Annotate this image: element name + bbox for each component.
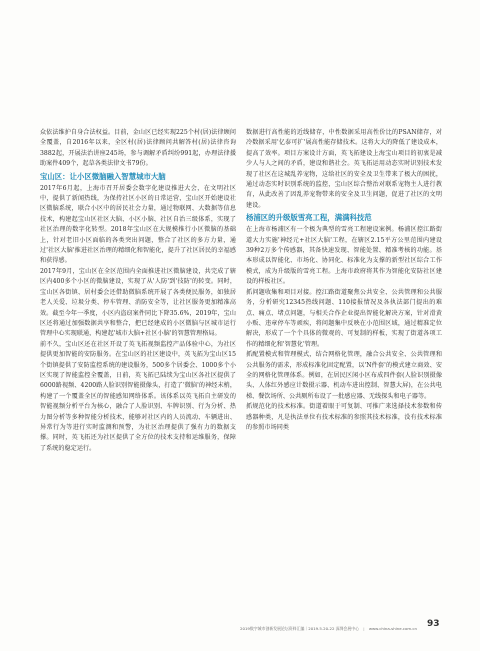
right-paragraph-5: 抓规范化的技术标准。街道着眼于可复制、可推广来选择技术参数和传感器种类，凡是执法单位有技术标准的参照其技术标准，没有技术标准的参照市场同类 (246, 403, 442, 431)
right-paragraph-1: 数据进行高性能的近线储存，中性数据采用高性价比的PSAN储存，对冷数据采用'亿泰可扩'展高性能存储技术。这将大大的降低了建设成本，提高了效率。项目方案设计方面，英飞拓建设上海宝山项目的初衷是减少人与人之间的矛盾，建设和谐社会。英飞拓运用动态实时识别技术发现了社区在这城乱养宠物，这给社区的安全及卫生带来了极大的困扰，通过动态实时识别系统的监控，宝山区综合整治对联系宠物主人进行教育，从此改善了因乱养宠物带来的安全及卫生问题，促进了社区的文明建设。 (246, 129, 442, 209)
footer-website: www.china-shine.com.cn (368, 626, 417, 631)
page-footer (240, 622, 450, 636)
right-paragraph-3: 抓问题收集和项目对接。控江路街道聚焦公共安全、公共管理和公共服务，分析研究12345热线问题、110接报情况及各执法部门提出的难点、痛点、堵点问题，与相关合作企业提出智能化解决方案，针对滑黄小贩、违章停车等顽疾，将问题集中反映在小范围区域，通过精准定位解决，形成了一个个具体的微观的、可复制的样板，实现了街道各项工作的精细化和'智慧化'管理。 (246, 288, 442, 348)
left-paragraph-3: 2017年9月，宝山区在全区范围内全面推进社区微脑建设，共完成了辖区内400多个小区的微脑建设，实现了从'人防'到'技防'的转变。同时，宝山区各街镇、居村委会还借助微脑系统开展了各类便民服务，如独居老人关爱、垃圾分类、停车管理、消防安全等，让社区服务更加精准高效。截至今年一季度，小区内盗窃案件同比下降35.6%，2019年，宝山区还将通过加强数据共享和整合，把已经建成的小区微脑与区城市运行管理中心实现联通，构建起'城市大脑+社区小脑'的智慧管理格局。 (40, 267, 236, 338)
page-number: 93 (427, 619, 440, 629)
section-heading-yangpu: 杨浦区的升级版雪亮工程，满满科技范 (246, 213, 372, 223)
left-paragraph-1: 众依法维护自身合法权益。目前，金山区已经实现225个村(居)法律顾问全覆盖，自2016年以来，全区村(居)法律顾问共解答村(居)法律咨询3882起，开展法治讲座245场，参与调解矛盾纠纷991起，办理法律援助案件409个，起草各类法律文书79份。 (40, 129, 236, 168)
footer-separator: | (363, 626, 365, 631)
right-paragraph-2: 在上海市杨浦区有一个极为典型的雪亮工程建设案例。杨浦区控江路街道大力实施'神经元+社区大脑'工程，在辖区2.15平方公里范围内建设39种2万多个传感器，其备快速发现、智能处置、精准考核的功能。基本形成以智能化、市场化、协同化、标准化为支撑的新型社区综合工作模式，成为升级版的雪亮工程。上海市政府将其作为智能化安防社区建设的样板社区。 (246, 226, 442, 286)
right-column (246, 128, 442, 433)
right-paragraph-4: 抓配置模式和管理模式，结合网格化管理，融合公共安全、公共管理和公共服务的需求，形成标准化固定配置，以'N件套'的模式建立商效、安全的网格化管理体系。例如，在居民区闲小区布成四件套(人脸识别摄像头、人体红外感应计数摄示器、机动车进出控制、智慧大屏)，在公共电梯、餐饮场所、公共厕所布设了一批感应器、无线探头和电子器等。 (246, 351, 442, 400)
left-column (40, 128, 236, 454)
footer-text: 2019数字城市创新发展论坛资料汇编｜2019.5.20-22 深圳会展中心 (240, 626, 359, 631)
left-paragraph-4: 前不久，宝山区还在社区开设了英飞拓视频监控产品体验中心，为社区提供更加智能的安防服务。在宝山区的社区建设中，英飞拓为宝山区15个街镇提供了安防监控系统的建设服务，500多个居委会、1000多个小区实现了智能监控全覆盖，日前，英飞拓已陆续为宝山区各社区提供了6000路视频、4200路人脸识别智能摄像头，打造了'微脑'的神经末梢，构建了一个覆盖全区的智能感知网络体系。该体系以英飞拓自主研发的智能视频分析平台为核心，融合了人脸识别、车牌识别、行为分析、热力图分析等多种智能分析技术，能够对社区内的人员流动、车辆进出、异常行为等进行实时监测和预警，为社区治理提供了强有力的数据支撑。同时，英飞拓还为社区提供了全方位的技术支持和运维服务，保障了系统的稳定运行。 (40, 340, 236, 452)
left-paragraph-2: 2017年6月起，上海市召开居委会数字化建设推进大会，在文明社区中，提供了新闻热线，为保持社区小区的日常运营，宝山区开始建设社区微脑系统，联合小区中的居民社会力量，通过物联网、大数据等信息技术，构建起宝山区社区大脑、小区小脑、社区自治三级体系，实现了社区治理的数字化转型。2018年宝山区在大规模推行小区微脑的基础上，针对老旧小区面临的各类突出问题，整合了社区的多方力量，通过'社区大脑'推进社区治理的精细化和智能化，提升了社区居民的幸福感和获得感。 (40, 184, 236, 265)
section-heading-baoshan: 宝山区：让小区微脑融入智慧城市大脑 (40, 171, 166, 181)
